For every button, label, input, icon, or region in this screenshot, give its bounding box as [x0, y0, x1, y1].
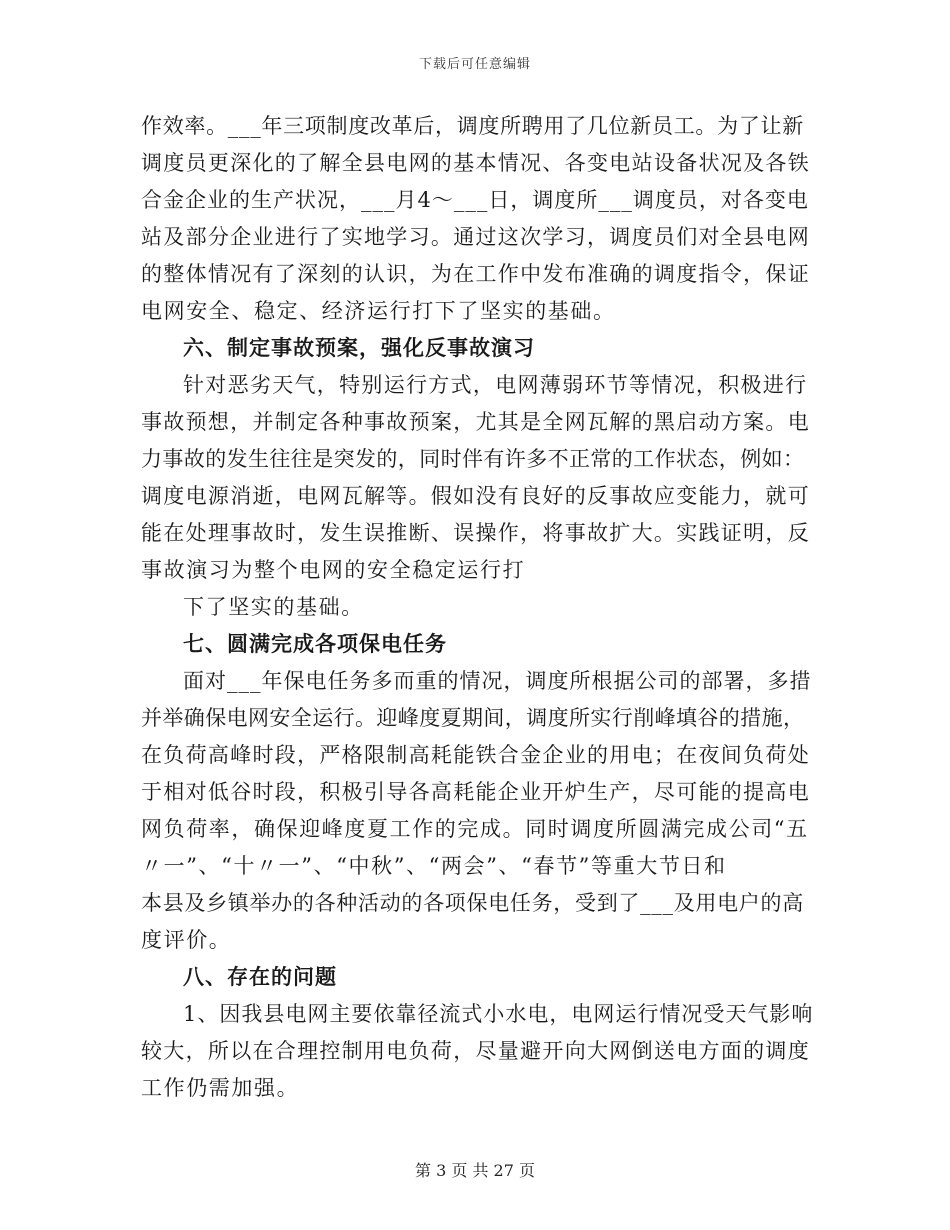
section-heading: 六、制定事故预案，强化反事故演习 — [183, 336, 535, 360]
paragraph-line: 力事故的发生往往是突发的，同时伴有许多不正常的工作状态，例如： — [141, 447, 805, 471]
paragraph-line: 度评价。 — [141, 928, 232, 952]
paragraph-line: 在负荷高峰时段，严格限制高耗能铁合金企业的用电；在夜间负荷处 — [141, 743, 810, 767]
paragraph-line: 作效率。___年三项制度改革后，调度所聘用了几位新员工。为了让新 — [141, 114, 804, 138]
paragraph-line: 下了坚实的基础。 — [183, 595, 364, 619]
paragraph-line: 网负荷率，确保迎峰度夏工作的完成。同时调度所圆满完成公司“五 — [141, 817, 809, 841]
paragraph-line: 工作仍需加强。 — [141, 1076, 300, 1100]
paragraph-line: 较大，所以在合理控制用电负荷，尽量避开向大网倒送电方面的调度 — [141, 1039, 810, 1063]
paragraph-line: 针对恶劣天气，特别运行方式，电网薄弱环节等情况，积极进行 — [183, 373, 808, 397]
document-body — [141, 108, 813, 1107]
paragraph-line: 事故演习为整个电网的安全稳定运行打 — [141, 558, 526, 582]
section-heading: 七、圆满完成各项保电任务 — [183, 632, 447, 656]
paragraph-line: 〃一”、“十〃一”、“中秋”、“两会”、“春节”等重大节日和 — [141, 854, 727, 878]
paragraph-line: 面对___年保电任务多而重的情况，调度所根据公司的部署，多措 — [183, 669, 812, 693]
paragraph-line: 并举确保电网安全运行。迎峰度夏期间，调度所实行削峰填谷的措施， — [141, 706, 805, 730]
section-heading: 八、存在的问题 — [183, 965, 337, 989]
paragraph-line: 的整体情况有了深刻的认识，为在工作中发布准确的调度指令，保证 — [141, 262, 810, 286]
paragraph-line: 于相对低谷时段，积极引导各高耗能企业开炉生产，尽可能的提高电 — [141, 780, 810, 804]
page-header-note: 下载后可任意编辑 — [418, 57, 531, 72]
paragraph-line: 电网安全、稳定、经济运行打下了坚实的基础。 — [141, 299, 616, 323]
paragraph-line: 合金企业的生产状况，___月4～___日，调度所___调度员，对各变电 — [141, 188, 809, 212]
paragraph-line: 能在处理事故时，发生误推断、误操作，将事故扩大。实践证明，反 — [141, 521, 810, 545]
paragraph-line: 调度电源消逝，电网瓦解等。假如没有良好的反事故应变能力，就可 — [141, 484, 810, 508]
paragraph-line: 调度员更深化的了解全县电网的基本情况、各变电站设备状况及各铁 — [141, 151, 810, 175]
paragraph-line: 1、因我县电网主要依靠径流式小水电，电网运行情况受天气影响 — [183, 1002, 814, 1026]
paragraph-line: 站及部分企业进行了实地学习。通过这次学习，调度员们对全县电网 — [141, 225, 810, 249]
paragraph-line: 事故预想，并制定各种事故预案，尤其是全网瓦解的黑启动方案。电 — [141, 410, 810, 434]
page-number: 第 3 页 共 27 页 — [415, 1161, 535, 1180]
paragraph-line: 本县及乡镇举办的各种活动的各项保电任务，受到了___及用电户的高 — [141, 891, 804, 915]
